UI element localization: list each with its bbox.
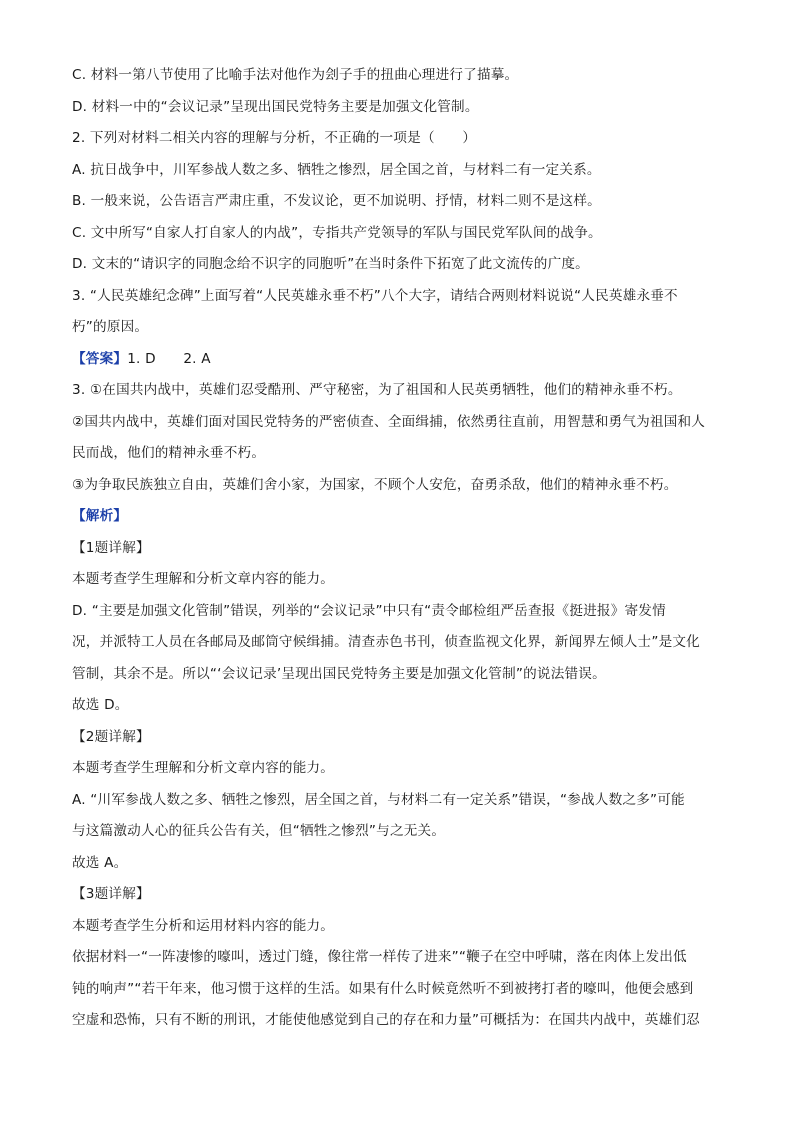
detail-1-heading: 【1题详解】 <box>72 540 150 556</box>
question-3: 3. “人民英雄纪念碑”上面写着“人民英雄永垂不朽”八个大字，请结合两则材料说说“人民英雄永垂不 <box>72 288 678 304</box>
answer-line <box>72 349 211 369</box>
detail-3-text-1: 依据材料一“一阵凄惨的嚎叫，透过门缝，像往常一样传了进来”“鞭子在空中呼啸，落在肉体上发出低 <box>72 949 687 965</box>
option-2d: D. 文末的“请识字的同胞念给不识字的同胞听”在当时条件下拓宽了此文流传的广度。 <box>72 256 589 272</box>
question-3-cont: 朽”的原因。 <box>72 319 149 335</box>
detail-2-heading: 【2题详解】 <box>72 729 150 745</box>
detail-1-choice: 故选 D。 <box>72 697 129 713</box>
option-1c: C. 材料一第八节使用了比喻手法对他作为刽子手的扭曲心理进行了描摹。 <box>72 67 519 83</box>
detail-2-text-2: 与这篇激动人心的征兵公告有关，但“牺牲之惨烈”与之无关。 <box>72 823 446 839</box>
answer-text: 1. D 2. A <box>127 351 211 367</box>
answer-3-point-3: ③为争取民族独立自由，英雄们舍小家，为国家，不顾个人安危，奋勇杀敌，他们的精神永垂不朽。 <box>72 477 678 493</box>
detail-2-intro: 本题考查学生理解和分析文章内容的能力。 <box>72 760 335 776</box>
detail-3-heading: 【3题详解】 <box>72 886 150 902</box>
answer-3-point-2: ②国共内战中，英雄们面对国民党特务的严密侦查、全面缉捕，依然勇往直前，用智慧和勇气为祖国和人 <box>72 414 706 430</box>
detail-2-choice: 故选 A。 <box>72 855 128 871</box>
option-1d: D. 材料一中的“会议记录”呈现出国民党特务主要是加强文化管制。 <box>72 99 479 115</box>
option-2a: A. 抗日战争中，川军参战人数之多、牺牲之惨烈，居全国之首，与材料二有一定关系。 <box>72 162 601 178</box>
detail-3-text-2: 钝的响声”“若干年来，他习惯于这样的生活。如果有什么时候竟然听不到被拷打者的嚎叫，他便会感到 <box>72 981 694 997</box>
detail-1-text-1: D. “主要是加强文化管制”错误，列举的“会议记录”中只有“责令邮检组严岳查报《挺进报》寄发情 <box>72 603 666 619</box>
question-2: 2. 下列对材料二相关内容的理解与分析，不正确的一项是（ ） <box>72 130 477 146</box>
option-2c: C. 文中所写“自家人打自家人的内战”，专指共产党领导的军队与国民党军队间的战争。 <box>72 225 602 241</box>
detail-3-intro: 本题考查学生分析和运用材料内容的能力。 <box>72 918 335 934</box>
detail-1-text-2: 况，并派特工人员在各邮局及邮筒守候缉捕。清查赤色书刊，侦查监视文化界，新闻界左倾人士”是文化 <box>72 634 700 650</box>
detail-2-text-1: A. “川军参战人数之多、牺牲之惨烈，居全国之首，与材料二有一定关系”错误，“参战人数之多”可能 <box>72 792 685 808</box>
detail-1-intro: 本题考查学生理解和分析文章内容的能力。 <box>72 571 335 587</box>
answer-3-point-1: 3. ①在国共内战中，英雄们忍受酷刑、严守秘密，为了祖国和人民英勇牺牲，他们的精神永垂不朽。 <box>72 382 682 398</box>
detail-1-text-3: 管制，其余不是。所以“‘会议记录’呈现出国民党特务主要是加强文化管制”的说法错误。 <box>72 666 606 682</box>
option-2b: B. 一般来说，公告语言严肃庄重，不发议论，更不加说明、抒情，材料二则不是这样。 <box>72 193 601 209</box>
analysis-label: 【解析】 <box>72 508 128 524</box>
detail-3-text-3: 空虚和恐怖，只有不断的刑讯，才能使他感觉到自己的存在和力量”可概括为：在国共内战中，英雄们忍 <box>72 1012 700 1028</box>
answer-3-point-2-cont: 民而战，他们的精神永垂不朽。 <box>72 445 266 461</box>
answer-label: 【答案】 <box>72 351 128 367</box>
